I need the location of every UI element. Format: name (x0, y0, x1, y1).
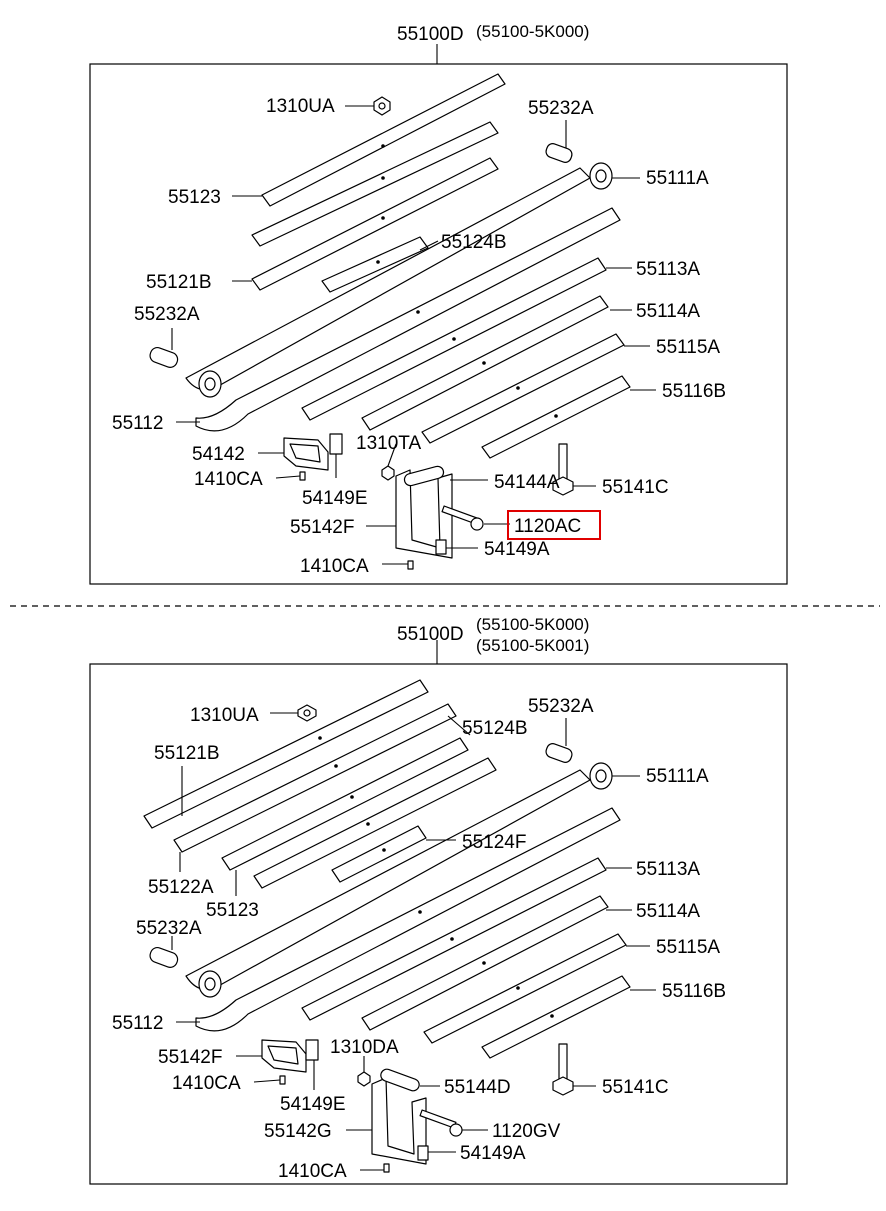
label-55112[interactable]: 55112 (112, 413, 164, 434)
label-55232A-left[interactable]: 55232A (136, 918, 202, 939)
rivet-icon (384, 1164, 389, 1172)
label-55123[interactable]: 55123 (206, 900, 259, 921)
clip-tab (330, 434, 342, 454)
main-leaf (186, 770, 590, 989)
upper-assembly-alt: (55100-5K000) (476, 22, 590, 41)
rivet-icon (280, 1076, 285, 1084)
label-54149A[interactable]: 54149A (460, 1143, 526, 1164)
bolt-icon (559, 1044, 567, 1082)
label-1410CA-bottom[interactable]: 1410CA (300, 556, 369, 577)
label-1310UA[interactable]: 1310UA (190, 705, 259, 726)
label-55113A[interactable]: 55113A (636, 859, 701, 880)
bushing-icon (544, 742, 573, 764)
label-55114A[interactable]: 55114A (636, 901, 701, 922)
bolt-icon (559, 444, 567, 482)
label-55121B[interactable]: 55121B (146, 272, 212, 293)
label-55123[interactable]: 55123 (168, 187, 221, 208)
label-55122A[interactable]: 55122A (148, 877, 214, 898)
label-1310TA[interactable]: 1310TA (356, 433, 422, 454)
label-54149E[interactable]: 54149E (302, 488, 368, 509)
label-55232A-left[interactable]: 55232A (134, 304, 200, 325)
label-55114A[interactable]: 55114A (636, 301, 701, 322)
upper-diagram (90, 22, 787, 584)
clip-bracket (284, 438, 328, 470)
main-leaf (186, 168, 590, 390)
label-54149E[interactable]: 54149E (280, 1094, 346, 1115)
clip-tab (436, 540, 446, 554)
label-55141C[interactable]: 55141C (602, 477, 669, 498)
label-55232A[interactable]: 55232A (528, 98, 594, 119)
label-55142F[interactable]: 55142F (290, 517, 355, 538)
label-55115A[interactable]: 55115A (656, 937, 721, 958)
label-55116B[interactable]: 55116B (662, 981, 727, 1002)
lower-assembly-alt-1: (55100-5K000) (476, 615, 590, 634)
label-54144A[interactable]: 54144A (494, 472, 560, 493)
label-55116B[interactable]: 55116B (662, 381, 727, 402)
label-55124B[interactable]: 55124B (462, 718, 528, 739)
label-1410CA[interactable]: 1410CA (194, 469, 263, 490)
clip-tab (306, 1040, 318, 1060)
nut-icon (358, 1072, 370, 1086)
label-1120AC[interactable]: 1120AC (514, 516, 582, 537)
rivet-icon (408, 561, 413, 569)
label-55141C[interactable]: 55141C (602, 1077, 669, 1098)
leaf-spring-plate (482, 976, 630, 1058)
label-55113A[interactable]: 55113A (636, 259, 701, 280)
label-1410CA[interactable]: 1410CA (172, 1073, 241, 1094)
label-55142F[interactable]: 55142F (158, 1047, 223, 1068)
lower-assembly-number[interactable]: 55100D (397, 624, 464, 645)
bushing-icon (148, 946, 179, 970)
label-1120GV[interactable]: 1120GV (492, 1121, 561, 1142)
label-1310DA[interactable]: 1310DA (330, 1037, 399, 1058)
label-1410CA-bottom[interactable]: 1410CA (278, 1161, 347, 1182)
bolt-head-icon (553, 1077, 573, 1095)
leaf-spring-plate (302, 858, 606, 1020)
label-55111A[interactable]: 55111A (646, 168, 709, 189)
label-55112[interactable]: 55112 (112, 1013, 164, 1034)
label-55232A[interactable]: 55232A (528, 696, 594, 717)
label-54149A[interactable]: 54149A (484, 539, 550, 560)
label-54142[interactable]: 54142 (192, 444, 245, 465)
upper-assembly-number[interactable]: 55100D (397, 24, 464, 45)
label-55121B[interactable]: 55121B (154, 743, 220, 764)
lower-diagram (90, 615, 787, 1184)
label-1310UA[interactable]: 1310UA (266, 96, 335, 117)
clip-bracket (262, 1040, 306, 1072)
label-55144D[interactable]: 55144D (444, 1077, 511, 1098)
clip-tab (418, 1146, 428, 1160)
bushing-icon (148, 346, 179, 370)
label-55115A[interactable]: 55115A (656, 337, 721, 358)
label-55142G[interactable]: 55142G (264, 1121, 332, 1142)
lower-assembly-alt-2: (55100-5K001) (476, 636, 590, 655)
rivet-icon (300, 472, 305, 480)
label-55124B[interactable]: 55124B (441, 232, 507, 253)
label-55124F[interactable]: 55124F (462, 832, 527, 853)
label-55111A[interactable]: 55111A (646, 766, 709, 787)
nut-icon (382, 466, 394, 480)
bushing-icon (544, 142, 573, 164)
